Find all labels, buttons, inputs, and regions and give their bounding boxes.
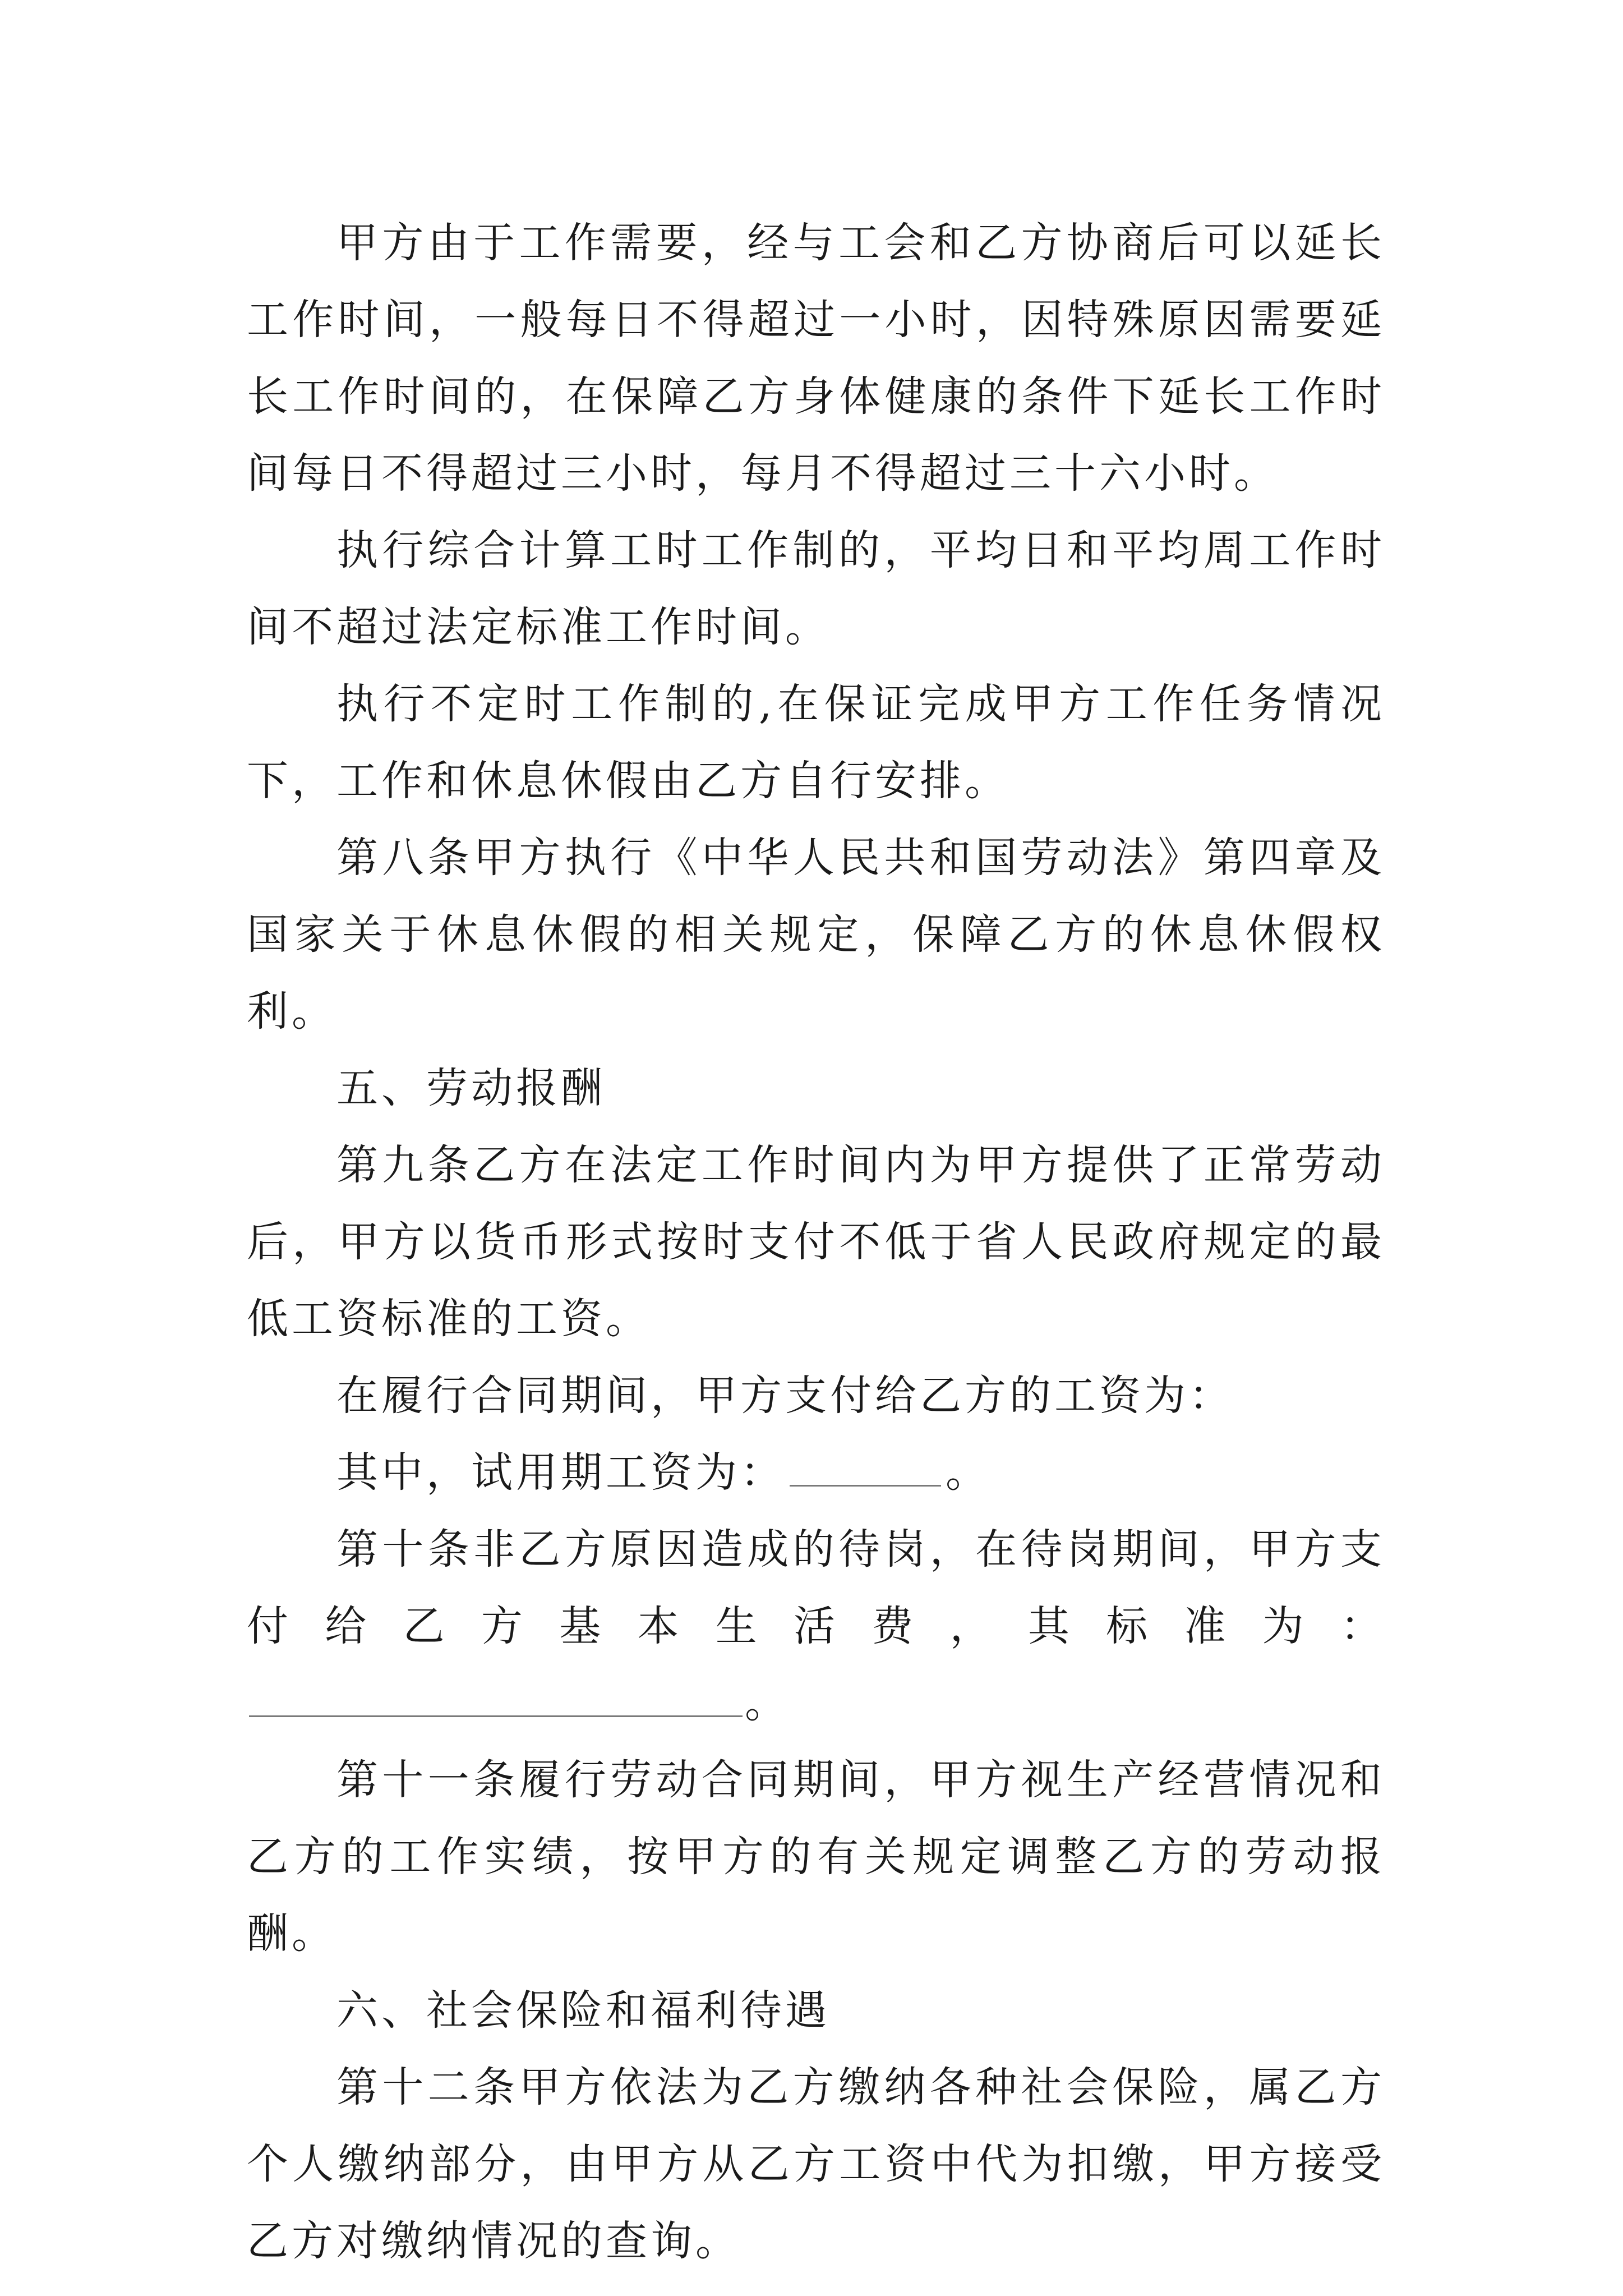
paragraph-comprehensive-hours: 执行综合计算工时工作制的，平均日和平均周工作时间不超过法定标准工作时间。 xyxy=(247,526,1385,651)
probation-wage-period: 。 xyxy=(946,1448,990,1497)
paragraph-article-12: 第十二条甲方依法为乙方缴纳各种社会保险，属乙方个人缴纳部分，由甲方从乙方工资中代为扣缴，甲方接受乙方对缴纳情况的查询。 xyxy=(247,2063,1385,2265)
living-allowance-blank[interactable] xyxy=(249,1682,743,1717)
paragraph-overtime: 甲方由于工作需要，经与工会和乙方协商后可以延长工作时间，一般每日不得超过一小时，因特殊原因需要延长工作时间的，在保障乙方身体健康的条件下延长工作时间每日不得超过三小时，每月不得超过三十六小时。 xyxy=(247,219,1385,498)
paragraph-article-10 xyxy=(247,1511,1385,1742)
probation-wage-blank[interactable] xyxy=(790,1451,941,1487)
paragraph-article-11: 第十一条履行劳动合同期间，甲方视生产经营情况和乙方的工作实绩，按甲方的有关规定调整乙方的劳动报酬。 xyxy=(247,1756,1385,1958)
probation-wage-label: 其中，试用期工资为： xyxy=(336,1448,785,1497)
paragraph-wage: 在履行合同期间，甲方支付给乙方的工资为： xyxy=(336,1372,1234,1420)
document-body xyxy=(247,205,1385,2280)
article-10-text: 第十条非乙方原因造成的待岗，在待岗期间，甲方支付给乙方基本生活费，其标准为： xyxy=(247,1525,1385,1650)
paragraph-probation-wage xyxy=(247,1434,1385,1511)
section-heading-remuneration: 五、劳动报酬 xyxy=(336,1064,606,1112)
section-heading-social-insurance: 六、社会保险和福利待遇 xyxy=(336,1986,830,2035)
paragraph-article-9: 第九条乙方在法定工作时间内为甲方提供了正常劳动后，甲方以货币形式按时支付不低于省人民政府规定的最低工资标准的工资。 xyxy=(247,1141,1385,1343)
article-10-period: 。 xyxy=(745,1679,790,1727)
paragraph-article-8: 第八条甲方执行《中华人民共和国劳动法》第四章及国家关于休息休假的相关规定，保障乙方的休息休假权利。 xyxy=(247,834,1385,1036)
paragraph-flexible-hours: 执行不定时工作制的,在保证完成甲方工作任务情况下，工作和休息休假由乙方自行安排。 xyxy=(247,680,1385,805)
